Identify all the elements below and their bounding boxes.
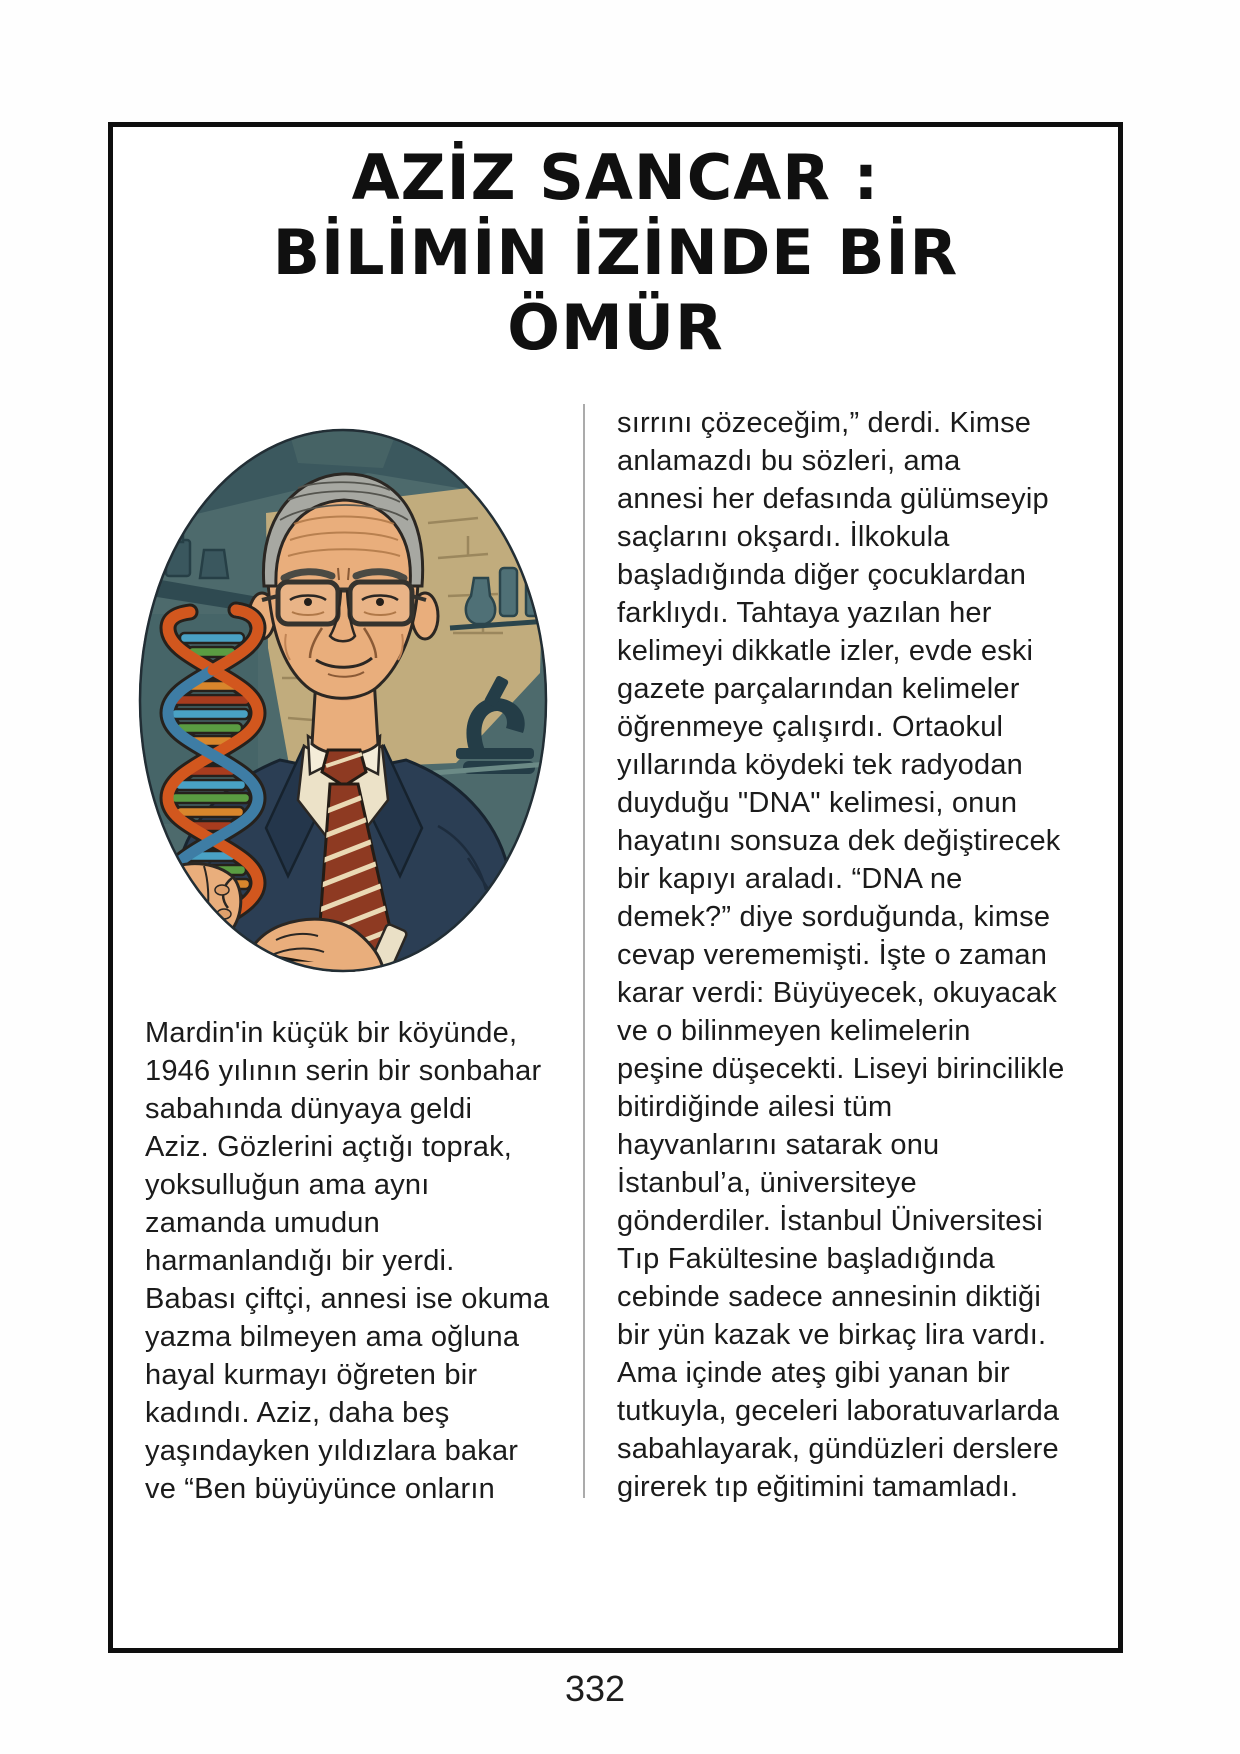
text-line: Aziz. Gözlerini açtığı toprak, — [145, 1131, 513, 1163]
text-line: farklıydı. Tahtaya yazılan her — [617, 597, 992, 629]
text-line: gönderdiler. İstanbul Üniversitesi — [617, 1205, 1043, 1237]
text-line: gazete parçalarından kelimeler — [617, 673, 1020, 705]
text-line: yıllarında köydeki tek radyodan — [617, 749, 1023, 781]
text-line: hayvanlarını satarak onu — [617, 1129, 940, 1161]
text-line: 1946 yılının serin bir sonbahar — [145, 1055, 542, 1087]
text-line: sabahında dünyaya geldi — [145, 1093, 473, 1125]
text-line: Ama içinde ateş gibi yanan bir — [617, 1357, 1010, 1389]
page-number: 332 — [564, 1668, 626, 1709]
text-line: yaşındayken yıldızlara bakar — [145, 1435, 519, 1467]
text-line: başladığında diğer çocuklardan — [617, 559, 1027, 591]
text-line: bir yün kazak ve birkaç lira vardı. — [617, 1319, 1047, 1351]
text-line: girerek tıp eğitimini tamamladı. — [617, 1471, 1019, 1503]
text-line: BİLİMİN İZİNDE BİR — [272, 216, 959, 289]
text-line: ÖMÜR — [507, 291, 724, 364]
text-line: tutkuyla, geceleri laboratuvarlarda — [617, 1395, 1060, 1427]
text-line: annesi her defasında gülümseyip — [617, 483, 1049, 515]
text-line: yazma bilmeyen ama oğluna — [145, 1321, 520, 1353]
text-line: saçlarını okşardı. İlkokula — [617, 521, 950, 553]
text-line: anlamazdı bu sözleri, ama — [617, 445, 961, 477]
text-line: Tıp Fakültesine başladığında — [617, 1243, 995, 1275]
text-line: hayal kurmayı öğreten bir — [145, 1359, 478, 1391]
hand-holding-dna — [152, 864, 241, 941]
text-line: ve “Ben büyüyünce onların — [145, 1473, 495, 1505]
portrait-illustration — [138, 428, 548, 973]
text-line: Babası çiftçi, annesi ise okuma — [145, 1283, 550, 1315]
text-line: kadındı. Aziz, daha beş — [145, 1397, 450, 1429]
text-line: hayatını sonsuza dek değiştirecek — [617, 825, 1061, 857]
text-line: duyduğu "DNA" kelimesi, onun — [617, 787, 1018, 819]
text-line: karar verdi: Büyüyecek, okuyacak — [617, 977, 1057, 1009]
text-line: Mardin'in küçük bir köyünde, — [145, 1017, 518, 1049]
text-line: öğrenmeye çalışırdı. Ortaokul — [617, 711, 1004, 743]
aziz-sancar-portrait — [138, 428, 548, 973]
text-line: sabahlayarak, gündüzleri derslere — [617, 1433, 1059, 1465]
text-line: AZİZ SANCAR : — [351, 141, 880, 214]
text-line: bitirdiğinde ailesi tüm — [617, 1091, 893, 1123]
left-column-text — [145, 1014, 550, 1508]
text-line: peşine düşecekti. Liseyi birincilikle — [617, 1053, 1065, 1085]
right-column-text — [617, 404, 1117, 1506]
text-line: sırrını çözeceğim,” derdi. Kimse — [617, 407, 1032, 439]
text-line: bir kapıyı araladı. “DNA ne — [617, 863, 963, 895]
text-line: cevap verememişti. İşte o zaman — [617, 939, 1048, 971]
text-line: kelimeyi dikkatle izler, evde eski — [617, 635, 1034, 667]
text-line: demek?” diye sorduğunda, kimse — [617, 901, 1051, 933]
text-line: İstanbul’a, üniversiteye — [617, 1167, 917, 1199]
page-title — [108, 140, 1123, 365]
text-line: harmanlandığı bir yerdi. — [145, 1245, 455, 1277]
column-divider — [583, 404, 585, 1498]
text-line: ve o bilinmeyen kelimelerin — [617, 1015, 971, 1047]
text-line: cebinde sadece annesinin diktiği — [617, 1281, 1041, 1313]
text-line: yoksulluğun ama aynı — [145, 1169, 430, 1201]
text-line: zamanda umudun — [145, 1207, 380, 1239]
